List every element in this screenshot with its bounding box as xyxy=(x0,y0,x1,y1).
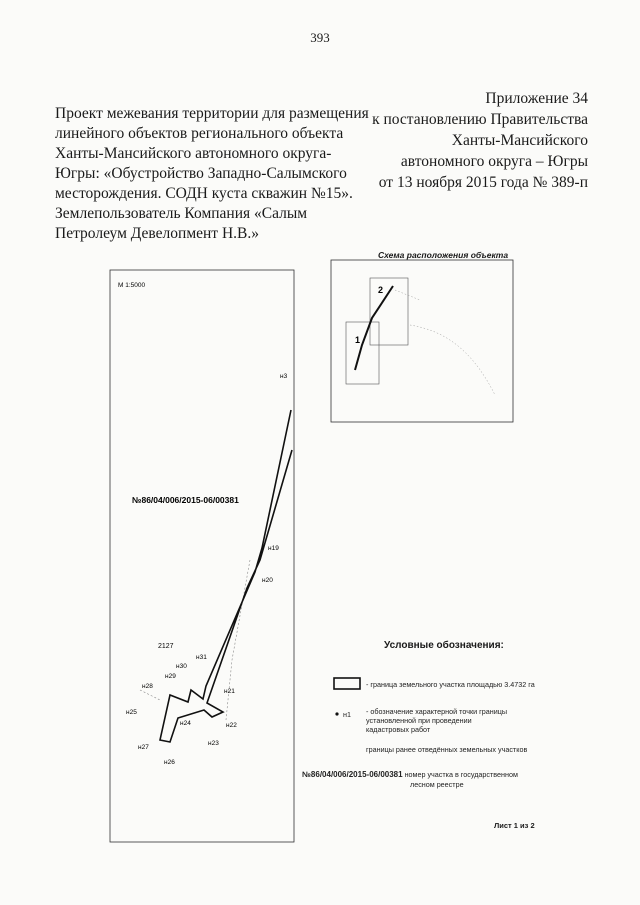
point-label: н31 xyxy=(196,654,207,661)
legend-item-number: №86/04/006/2015-06/00381 номер участка в государственном xyxy=(302,770,518,779)
sheet-label: Лист 1 из 2 xyxy=(494,821,535,830)
point-label: н28 xyxy=(142,683,153,690)
point-label: н24 xyxy=(180,720,191,727)
point-label: н20 xyxy=(262,577,273,584)
scheme-label-1: 1 xyxy=(355,335,361,345)
point-label: н3 xyxy=(280,373,288,380)
scheme-title: Схема расположения объекта xyxy=(378,250,509,260)
point-label: н23 xyxy=(208,740,219,747)
scheme-label-2: 2 xyxy=(378,285,384,295)
title-line: линейного объектов регионального объекта xyxy=(55,125,344,142)
legend-item-point: - обозначение характерной точки границы установленной при проведении кадастровых работ xyxy=(366,707,507,734)
parcel-number: №86/04/006/2015-06/00381 xyxy=(132,495,239,505)
legend-point-symbol xyxy=(335,712,338,715)
point-label: н27 xyxy=(138,744,149,751)
point-label: н22 xyxy=(226,722,237,729)
title-line: месторождения. СОДН куста скважин №15». xyxy=(55,185,353,202)
legend-title: Условные обозначения: xyxy=(384,640,504,651)
page-number: 393 xyxy=(310,30,330,45)
point-label: н29 xyxy=(165,673,176,680)
title-line: Ханты-Мансийского автономного округа- xyxy=(55,145,332,162)
title-line: Землепользователь Компания «Салым xyxy=(55,205,308,222)
legend-item-parcel: - граница земельного участка площадью 3.4732 га xyxy=(366,680,535,689)
legend-item-number-line2: лесном реестре xyxy=(410,780,464,789)
legend-point-marker: н1 xyxy=(343,710,351,719)
appendix-line: к постановлению Правительства xyxy=(372,111,588,128)
point-label: н26 xyxy=(164,759,175,766)
point-label: н21 xyxy=(224,688,235,695)
legend-item-existing: границы ранее отведённых земельных участков xyxy=(366,745,528,754)
legend-number-sample: №86/04/006/2015-06/00381 xyxy=(302,770,403,779)
title-line: Югры: «Обустройство Западно-Салымского xyxy=(55,165,347,182)
title-line: Петролеум Девелопмент Н.В.» xyxy=(55,225,259,242)
point-label: н25 xyxy=(126,709,137,716)
map-scale: М 1:5000 xyxy=(118,282,146,289)
appendix-line: от 13 ноября 2015 года № 389-п xyxy=(378,174,588,191)
point-label: н30 xyxy=(176,663,187,670)
title-line: Проект межевания территории для размещения xyxy=(55,105,369,122)
appendix-line: Приложение 34 xyxy=(485,90,588,107)
point-label: н19 xyxy=(268,545,279,552)
point-label: 2127 xyxy=(158,643,174,650)
appendix-line: автономного округа – Югры xyxy=(400,153,588,170)
appendix-line: Ханты-Мансийского xyxy=(451,132,588,149)
legend-parcel-symbol xyxy=(334,678,360,689)
